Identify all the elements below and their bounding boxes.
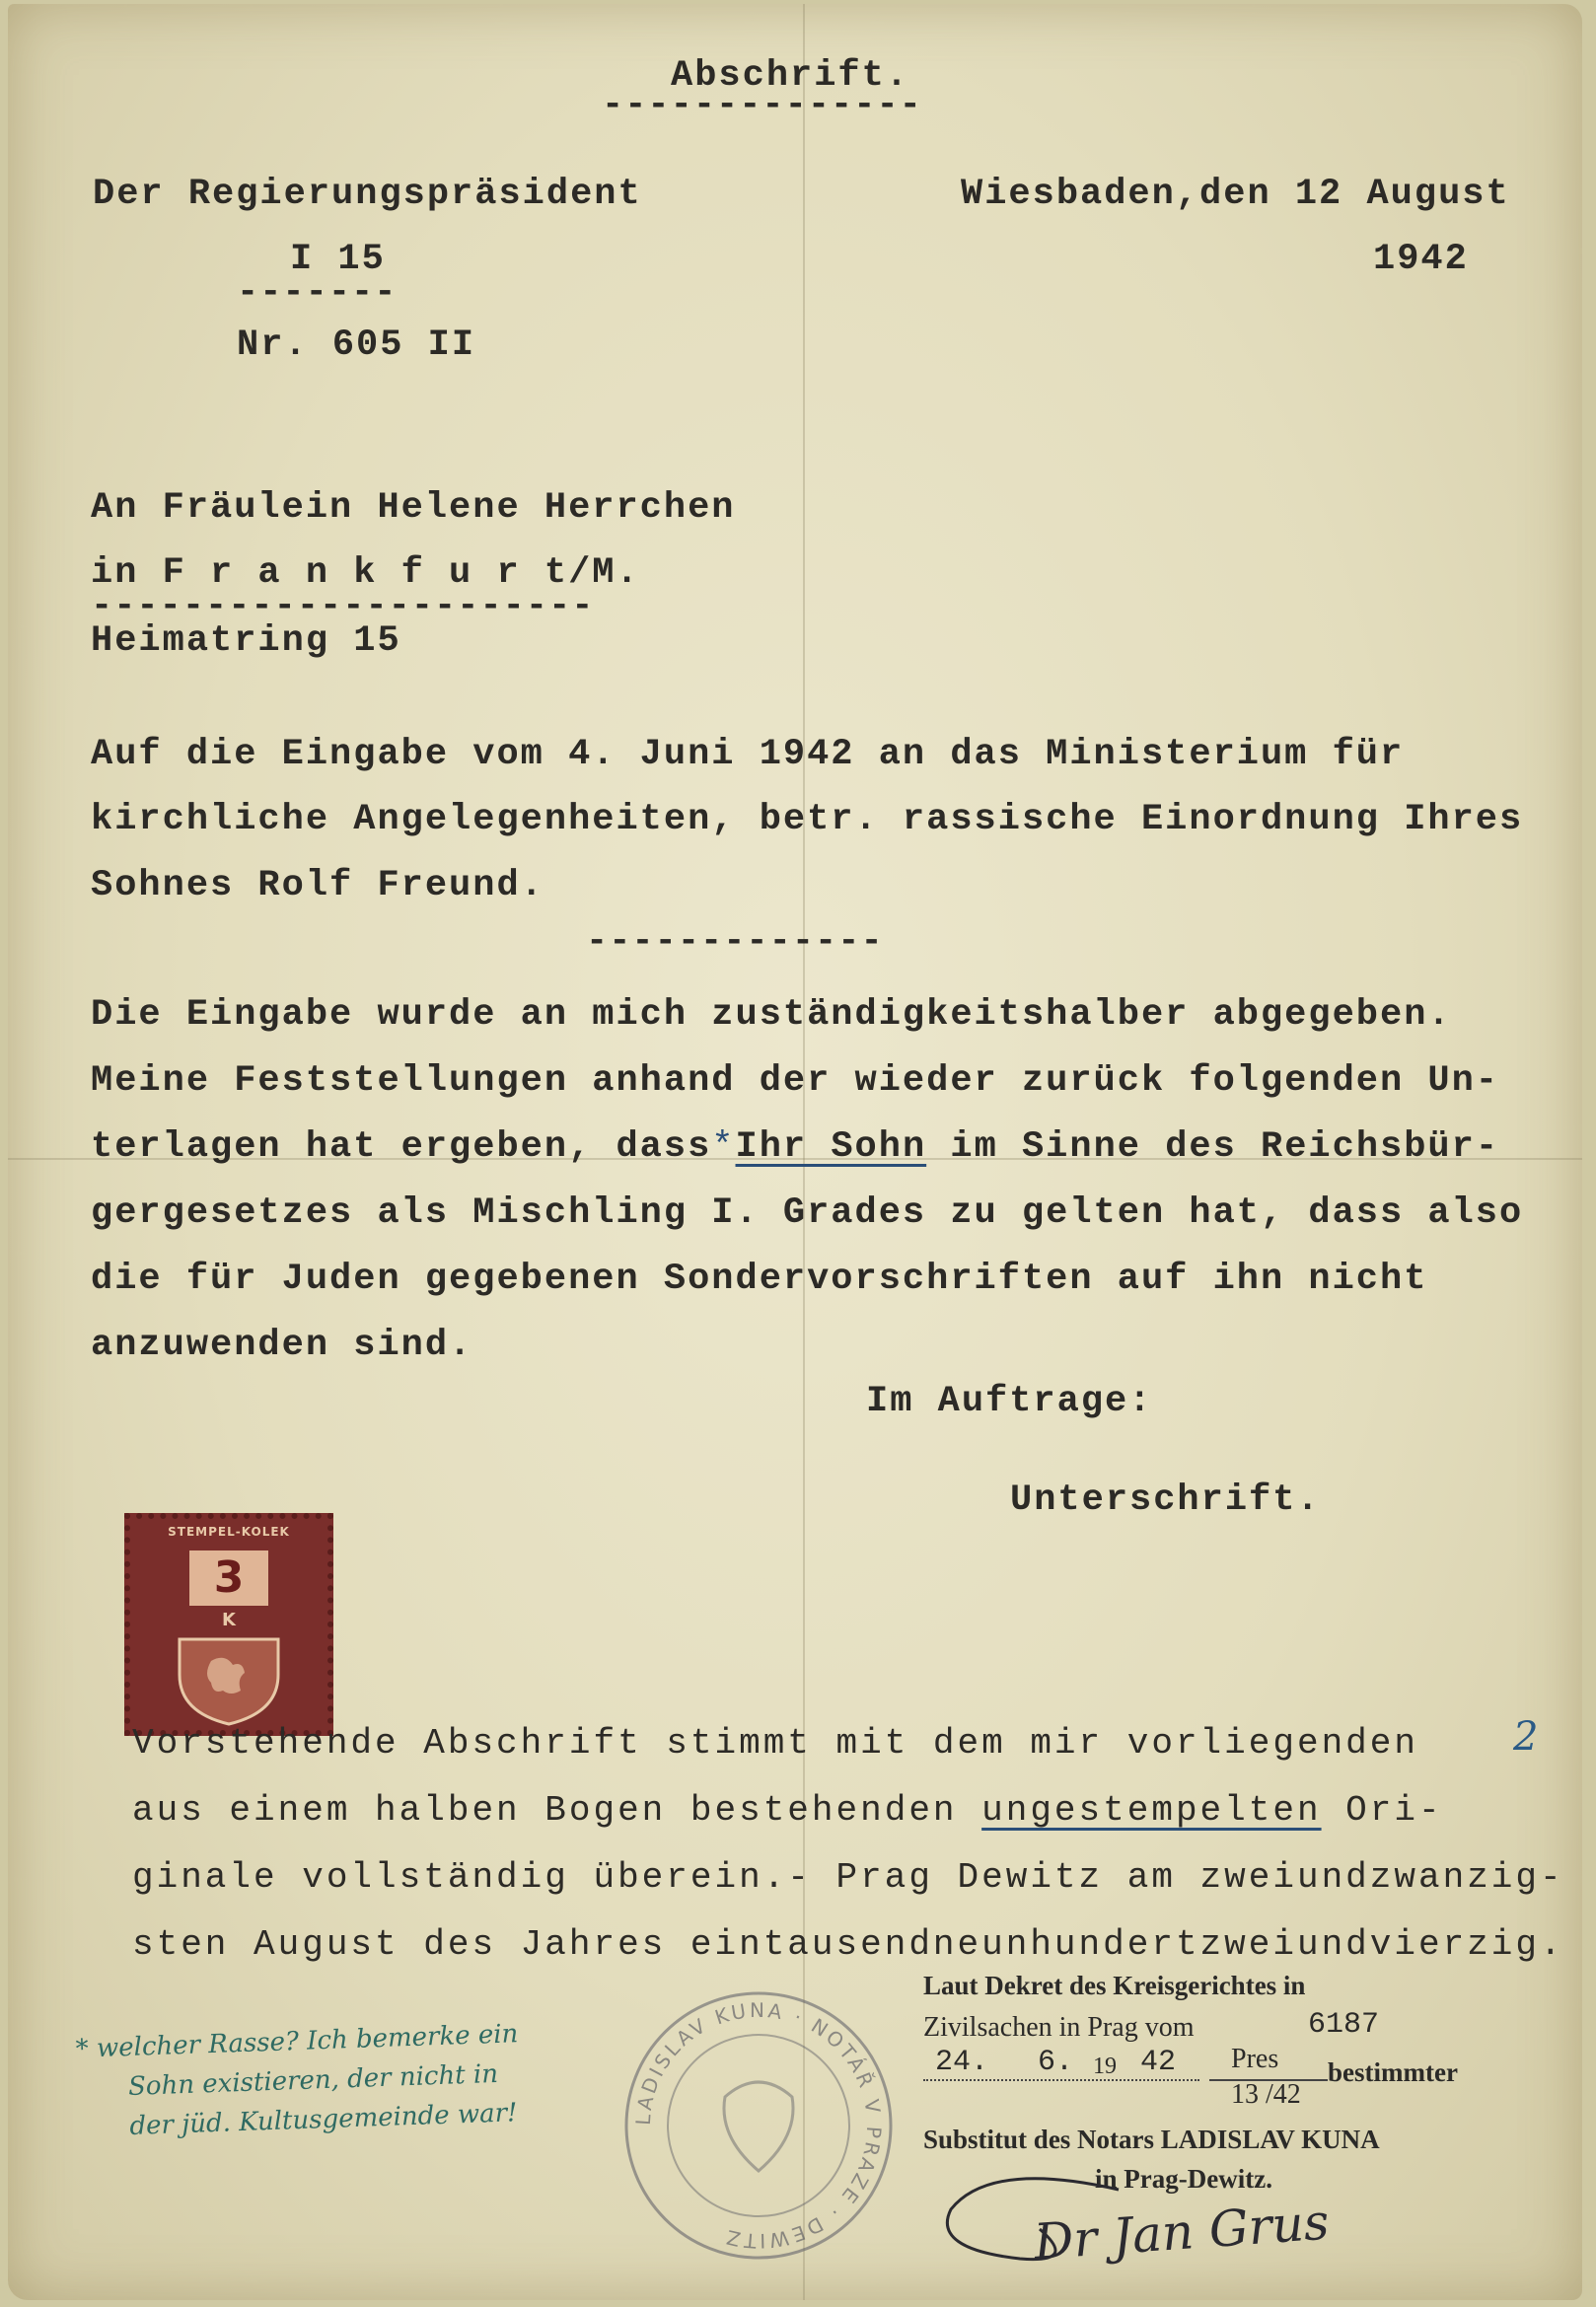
handwritten-line-1: * welcher Rasse? Ich bemerke ein [75,2019,519,2064]
notary-appointed: bestimmter [1328,2057,1458,2087]
body-line-3 [91,1115,1523,1181]
year: 1942 [1373,239,1469,280]
revenue-stamp [124,1513,333,1736]
notary-date-day: 24. [935,2046,989,2079]
reference-b: Nr. 605 II [237,324,476,366]
notary-substitute: Substitut des Notars LADISLAV KUNA [923,2125,1380,2154]
signature-flourish-icon [931,2170,1128,2278]
document-paper [8,4,1582,2300]
certification-line-4: sten August des Jahres eintausendneunhundertzweiundvierzig. [132,1924,1564,1965]
notary-date-line [923,2079,1199,2081]
title-underline: -------------- [602,85,922,126]
body-paragraph [91,982,1523,1379]
notary-civil: Zivilsachen in Prag vom [923,2012,1195,2043]
certification-line-2-a: aus einem halben Bogen bestehenden [132,1790,982,1831]
recipient-street: Heimatring 15 [91,620,401,662]
subject-divider: ------------- [586,921,884,963]
certification-line-2-c: Ori- [1321,1790,1443,1831]
body-line-1: Die Eingabe wurde an mich zuständigkeitshalber abgegeben. [91,994,1452,1036]
notary-case-number: 6187 [1308,2008,1380,2042]
body-line-3-underlined: Ihr Sohn [735,1126,927,1168]
reference-divider: ------- [237,272,398,314]
notary-date-month: 6. [1038,2046,1074,2079]
page-mark: 2 [1513,1714,1539,1760]
certification-line-3: ginale vollständig überein.- Prag Dewitz am zweiundzwanzig- [132,1857,1564,1898]
certification-line-2-underlined: ungestempelten [981,1790,1322,1831]
closing-signature: Unterschrift. [1010,1479,1321,1521]
asterisk-mark: * [711,1126,736,1168]
stamp-value: 3 [189,1550,268,1606]
reference-a: I 15 [290,239,386,280]
body-line-3-c: im Sinne des Reichsbür- [926,1126,1500,1168]
body-line-5: die für Juden gegebenen Sondervorschriften auf ihn nicht [91,1259,1428,1300]
handwritten-line-2: Sohn existieren, der nicht in [127,2058,499,2103]
notary-seal-icon [621,1988,896,2263]
body-line-4: gergesetzes als Mischling I. Grades zu gelten hat, dass also [91,1192,1524,1234]
closing-order: Im Auftrage: [866,1381,1153,1422]
sender: Der Regierungspräsident [93,174,642,215]
seal-text: LADISLAV KUNA · NOTÁŘ V PRAZE · DEWITZ [630,1997,887,2254]
subject-line-1: Auf die Eingabe vom 4. Juni 1942 an das Ministerium für [91,734,1405,775]
stamp-title: STEMPEL-KOLEK [168,1525,290,1539]
certification-paragraph [132,1710,1564,1979]
document-title: Abschrift. [671,55,910,97]
notary-date-year: 42 [1140,2046,1177,2079]
notary-place: in Prag-Dewitz. [1095,2164,1272,2194]
subject-line-2: kirchliche Angelegenheiten, betr. rassische Einordnung Ihres [91,799,1524,840]
body-line-3-a: terlagen hat ergeben, dass [91,1126,712,1168]
notary-decree: Laut Dekret des Kreisgerichtes in [923,1971,1306,2000]
city-underline: ---------------------- [91,586,595,627]
body-line-6: anzuwenden sind. [91,1325,473,1366]
notary-signature: Dr Jan Grus [1032,2193,1332,2271]
notary-pres: Pres [1231,2044,1279,2074]
notary-pres-number: 13 /42 [1231,2079,1301,2110]
place-date: Wiesbaden,den 12 August [961,174,1510,215]
notary-date-century: 19 [1093,2054,1117,2079]
handwritten-note [75,2014,522,2148]
subject-line-3: Sohnes Rolf Freund. [91,865,544,906]
certification-line-2 [132,1777,1564,1844]
handwritten-line-3: der jüd. Kultusgemeinde war! [128,2098,519,2141]
stamp-unit: K [222,1610,236,1630]
body-line-2: Meine Feststellungen anhand der wieder zurück folgenden Un- [91,1060,1500,1102]
svg-text:LADISLAV KUNA · NOTÁŘ V PRAZE [631,1998,886,2253]
certification-line-1: Vorstehende Abschrift stimmt mit dem mir vorliegenden [132,1723,1418,1764]
recipient-name: An Fräulein Helene Herrchen [91,487,736,529]
recipient-city: in F r a n k f u r t/M. [91,552,640,594]
